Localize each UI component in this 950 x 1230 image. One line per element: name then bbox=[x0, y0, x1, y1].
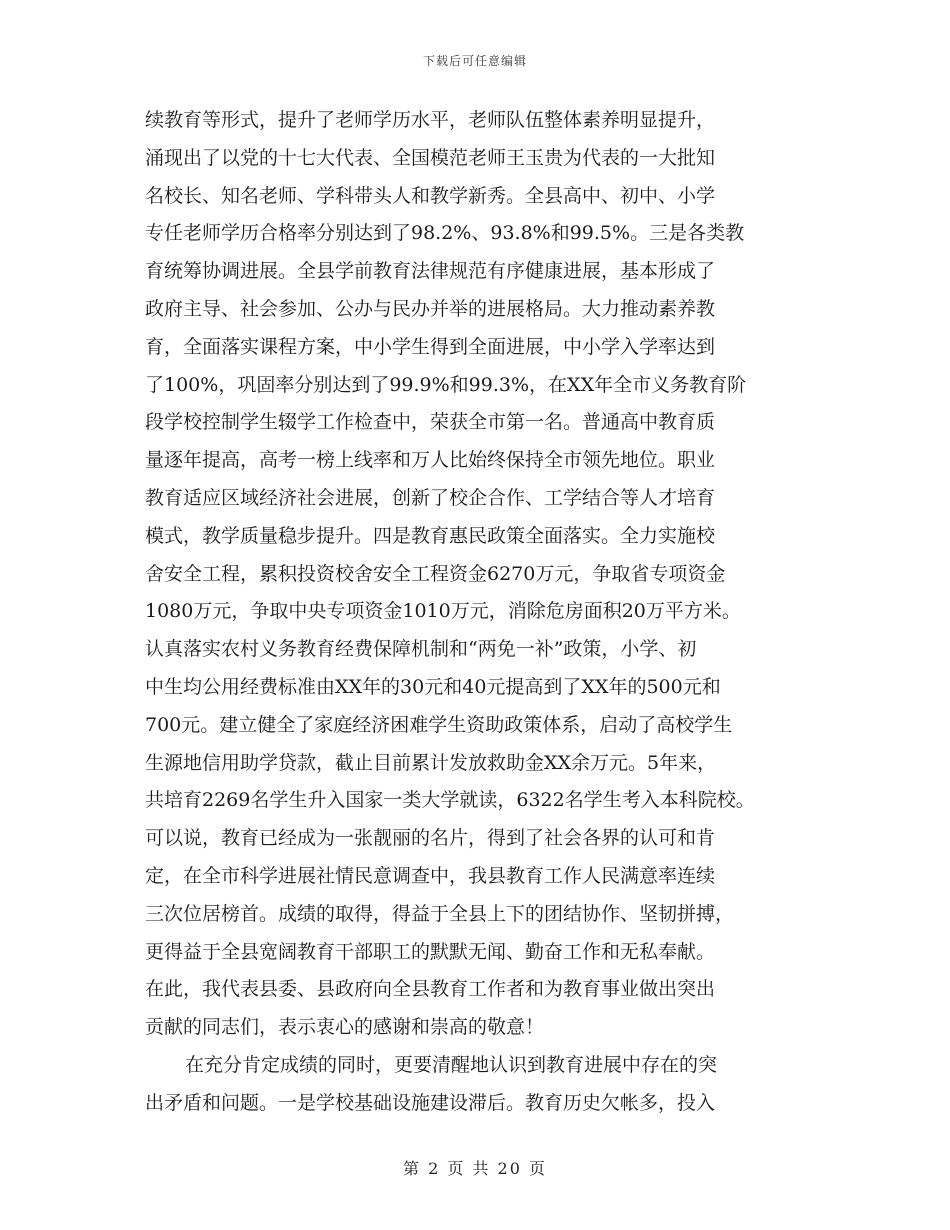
text-line: 可以说，教育已经成为一张靓丽的名片，得到了社会各界的认可和肯 bbox=[145, 827, 716, 850]
text-line: 定，在全市科学进展社情民意调查中，我县教育工作人民满意率连续 bbox=[145, 864, 716, 887]
text-line: 名校长、知名老师、学科带头人和教学新秀。全县高中、初中、小学 bbox=[145, 184, 716, 207]
text-line: 生源地信用助学贷款，截止目前累计发放救助金XX余万元。5年来， bbox=[145, 751, 717, 774]
text-line: 了100%，巩固率分别达到了99.9%和99.3%，在XX年全市义务教育阶 bbox=[145, 373, 747, 396]
text-line: 出矛盾和问题。一是学校基础设施建设滞后。教育历史欠帐多，投入 bbox=[145, 1091, 716, 1114]
text-line: 三次位居榜首。成绩的取得，得益于全县上下的团结协作、坚韧拼搏， bbox=[145, 902, 735, 925]
text-line: 育统筹协调进展。全县学前教育法律规范有序健康进展，基本形成了 bbox=[145, 260, 716, 283]
text-line: 700元。建立健全了家庭经济困难学生资助政策体系，启动了高校学生 bbox=[145, 713, 733, 736]
text-line: 中生均公用经费标准由XX年的30元和40元提高到了XX年的500元和 bbox=[145, 675, 721, 698]
text-line: 在此，我代表县委、县政府向全县教育工作者和为教育事业做出突出 bbox=[145, 978, 716, 1001]
page-number-footer: 第 2 页 共 20 页 bbox=[403, 1159, 547, 1178]
text-line: 1080万元，争取中央专项资金1010万元，消除危房面积20万平方米。 bbox=[145, 600, 741, 623]
text-line: 共培育2269名学生升入国家一类大学就读，6322名学生考入本科院校。 bbox=[145, 789, 755, 812]
paragraph-start-line: 在充分肯定成绩的同时，更要清醒地认识到教育进展中存在的突 bbox=[185, 1053, 718, 1076]
text-line: 政府主导、社会参加、公办与民办并举的进展格局。大力推动素养教 bbox=[145, 297, 716, 320]
text-line: 贡献的同志们，表示衷心的感谢和崇高的敬意！ bbox=[145, 1016, 545, 1039]
document-body bbox=[145, 102, 825, 1123]
text-line: 认真落实农村义务教育经费保障机制和“两免一补”政策，小学、初 bbox=[145, 638, 697, 661]
text-line: 专任老师学历合格率分别达到了98.2%、93.8%和99.5%。三是各类教 bbox=[145, 222, 745, 245]
text-line: 模式，教学质量稳步提升。四是教育惠民政策全面落实。全力实施校 bbox=[145, 524, 716, 547]
text-line: 涌现出了以党的十七大代表、全国模范老师王玉贵为代表的一大批知 bbox=[145, 146, 716, 169]
text-line: 量逐年提高，高考一榜上线率和万人比始终保持全市领先地位。职业 bbox=[145, 449, 716, 472]
text-line: 育，全面落实课程方案，中小学生得到全面进展，中小学入学率达到 bbox=[145, 335, 716, 358]
text-line: 段学校控制学生辍学工作检查中，荣获全市第一名。普通高中教育质 bbox=[145, 411, 716, 434]
text-line: 教育适应区域经济社会进展，创新了校企合作、工学结合等人才培育 bbox=[145, 486, 716, 509]
page-header: 下载后可任意编辑 bbox=[422, 54, 527, 68]
text-line: 续教育等形式，提升了老师学历水平，老师队伍整体素养明显提升， bbox=[145, 109, 716, 131]
text-line: 更得益于全县宽阔教育干部职工的默默无闻、勤奋工作和无私奉献。 bbox=[145, 940, 716, 963]
text-line: 舍安全工程，累积投资校舍安全工程资金6270万元，争取省专项资金 bbox=[145, 562, 726, 585]
